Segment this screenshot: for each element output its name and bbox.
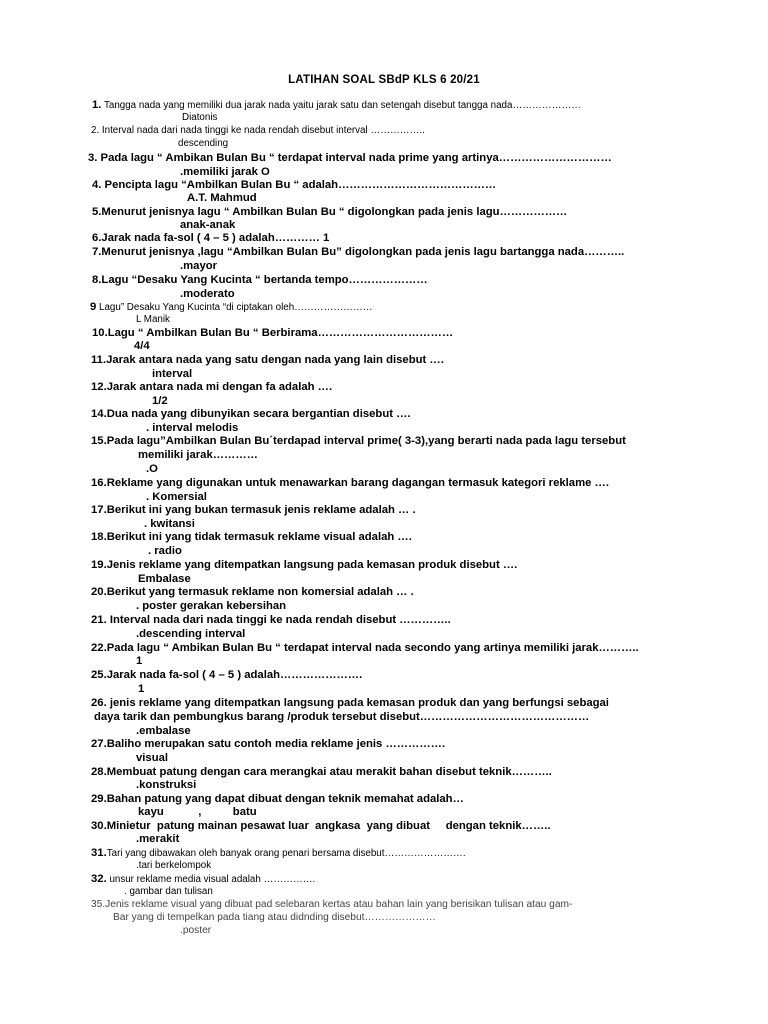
question-4 — [92, 178, 496, 192]
answer-31: .tari berkelompok — [136, 860, 212, 871]
answer-7: .mayor — [180, 260, 218, 272]
question-number: 12. — [91, 381, 107, 393]
question-17 — [91, 503, 416, 517]
question-12 — [91, 380, 332, 394]
question-text: Bahan patung yang dapat dibuat dengan teknik memahat adalah… — [106, 793, 464, 805]
question-number: 29. — [91, 793, 107, 805]
question-35 — [91, 898, 572, 912]
question-number: 20. — [91, 586, 107, 598]
question-number: 27. — [91, 738, 107, 750]
question-text: Interval nada dari nada tinggi ke nada rendah disebut interval …………….. — [99, 125, 425, 136]
question-text: Berikut ini yang tidak termasuk reklame visual adalah …. — [106, 531, 412, 543]
answer-26: .embalase — [136, 725, 191, 737]
answer-12: 1/2 — [152, 395, 168, 407]
question-number: 30. — [91, 820, 107, 832]
question-3 — [88, 151, 612, 165]
question-text: Lagu “Desaku Yang Kucinta “ bertanda tempo………………… — [101, 274, 428, 286]
question-27 — [91, 737, 445, 751]
question-number: 1. — [92, 99, 102, 111]
question-28 — [91, 765, 552, 779]
answer-9: L Manik — [136, 314, 170, 325]
question-20 — [91, 585, 414, 599]
question-35-continued: Bar yang di tempelkan pada tiang atau didnding disebut………………… — [113, 912, 436, 923]
question-text: unsur reklame media visual adalah ……………. — [106, 874, 316, 885]
question-number: 3. — [88, 152, 98, 164]
question-text: Pada lagu “ Ambikan Bulan Bu “ terdapat interval nada prime yang artinya………………………… — [97, 152, 612, 164]
question-text: Baliho merupakan satu contoh media reklame jenis ……………. — [106, 738, 446, 750]
question-text: Berikut ini yang bukan termasuk jenis reklame adalah … . — [106, 504, 416, 516]
question-10 — [92, 326, 453, 340]
question-text: jenis reklame yang ditempatkan langsung pada kemasan produk dan yang berfungsi sebagai — [106, 697, 609, 709]
question-26 — [91, 696, 609, 710]
question-number: 15. — [91, 435, 107, 447]
question-text: Berikut yang termasuk reklame non komersial adalah … . — [106, 586, 414, 598]
answer-3: .memiliki jarak O — [180, 166, 270, 178]
answer-20: . poster gerakan kebersihan — [136, 600, 287, 612]
question-number: 22. — [91, 642, 107, 654]
question-9 — [90, 300, 373, 315]
answer-32: . gambar dan tulisan — [124, 886, 213, 897]
question-19 — [91, 558, 517, 572]
question-number: 11. — [91, 354, 107, 366]
answer-14: . interval melodis — [146, 422, 239, 434]
answer-30: .merakit — [136, 833, 180, 845]
question-5 — [92, 205, 567, 219]
question-text: Jenis reklame visual yang dibuat pad selebaran kertas atau bahan lain yang berisikan tulisan atau gam- — [105, 899, 573, 910]
question-number: 7. — [92, 246, 102, 258]
question-text: Lagu” Desaku Yang Kucinta “di ciptakan oleh…………………… — [96, 302, 373, 313]
question-text: Jenis reklame yang ditempatkan langsung pada kemasan produk disebut …. — [106, 559, 518, 571]
question-text: Pada lagu”Ambilkan Bulan Bu´terdapad interval prime( 3-3),yang berarti nada pada lagu tersebut — [106, 435, 626, 447]
question-text: Tari yang dibawakan oleh banyak orang penari bersama disebut……………………. — [106, 848, 466, 859]
answer-25: 1 — [138, 683, 145, 695]
question-11 — [91, 353, 444, 367]
question-text: Interval nada dari nada tinggi ke nada rendah disebut ………….. — [106, 614, 451, 626]
question-number: 5. — [92, 206, 102, 218]
question-number: 6. — [92, 232, 102, 244]
answer-17: . kwitansi — [144, 518, 195, 530]
answer-29: kayu , batu — [138, 806, 257, 818]
question-number: 28. — [91, 766, 107, 778]
question-16 — [91, 476, 609, 490]
question-text: Pada lagu “ Ambikan Bulan Bu “ terdapat interval nada secondo yang artinya memiliki jarak……….. — [106, 642, 639, 654]
question-6 — [92, 231, 329, 245]
answer-1: Diatonis — [182, 112, 218, 123]
question-21 — [91, 613, 451, 627]
question-number: 16. — [91, 477, 107, 489]
question-number: 17. — [91, 504, 107, 516]
question-text: Pencipta lagu “Ambilkan Bulan Bu “ adalah…………………………………… — [101, 179, 497, 191]
answer-5: anak-anak — [180, 219, 236, 231]
answer-10: 4/4 — [134, 340, 150, 352]
answer-11: interval — [152, 368, 193, 380]
answer-27: visual — [136, 752, 169, 764]
question-number: 8. — [92, 274, 102, 286]
answer-21: .descending interval — [136, 628, 246, 640]
question-number: 32. — [91, 873, 107, 885]
question-text: Reklame yang digunakan untuk menawarkan barang dagangan termasuk kategori reklame …. — [106, 477, 609, 489]
question-number: 35. — [91, 899, 106, 910]
answer-2: descending — [178, 138, 229, 149]
question-number: 21. — [91, 614, 107, 626]
question-2 — [91, 124, 425, 138]
answer-19: Embalase — [138, 573, 191, 585]
answer-15: .O — [146, 463, 158, 475]
question-30 — [91, 819, 551, 833]
question-text: Membuat patung dengan cara merangkai atau merakit bahan disebut teknik……….. — [106, 766, 552, 778]
question-18 — [91, 530, 412, 544]
page-title: LATIHAN SOAL SBdP KLS 6 20/21 — [288, 74, 480, 86]
question-text: Menurut jenisnya ,lagu “Ambilkan Bulan Bu” digolongkan pada jenis lagu bartangga nada……….. — [101, 246, 625, 258]
answer-22: 1 — [136, 655, 143, 667]
question-25 — [91, 668, 362, 682]
question-22 — [91, 641, 639, 655]
question-8 — [92, 273, 428, 287]
question-number: 2. — [91, 125, 100, 136]
question-number: 14. — [91, 408, 107, 420]
question-15-continued: memiliki jarak………… — [138, 449, 258, 461]
question-text: Minietur patung mainan pesawat luar angkasa yang dibuat dengan teknik…….. — [106, 820, 551, 832]
answer-4: A.T. Mahmud — [187, 192, 257, 204]
question-text: Menurut jenisnya lagu “ Ambilkan Bulan Bu “ digolongkan pada jenis lagu……………… — [101, 206, 568, 218]
question-text: Jarak antara nada yang satu dengan nada yang lain disebut …. — [106, 354, 444, 366]
answer-18: . radio — [148, 545, 182, 557]
question-text: Tangga nada yang memiliki dua jarak nada yaitu jarak satu dan setengah disebut tangga nada………………… — [101, 100, 582, 111]
question-text: Jarak antara nada mi dengan fa adalah …. — [106, 381, 333, 393]
question-number: 26. — [91, 697, 107, 709]
question-number: 10. — [92, 327, 108, 339]
question-number: 4. — [92, 179, 102, 191]
question-15 — [91, 434, 626, 448]
question-29 — [91, 792, 464, 806]
question-text: Jarak nada fa-sol ( 4 – 5 ) adalah…………………. — [106, 669, 363, 681]
question-text: Jarak nada fa-sol ( 4 – 5 ) adalah………… 1 — [101, 232, 330, 244]
question-number: 25. — [91, 669, 107, 681]
question-26-continued: daya tarik dan pembungkus barang /produk tersebut disebut……………………………………… — [94, 711, 590, 723]
answer-16: . Komersial — [146, 491, 207, 503]
answer-8: .moderato — [180, 288, 235, 300]
answer-28: .konstruksi — [136, 779, 197, 791]
question-number: 19. — [91, 559, 107, 571]
question-1 — [92, 98, 581, 113]
question-text: Lagu “ Ambilkan Bulan Bu “ Berbirama……………………………… — [107, 327, 454, 339]
question-14 — [91, 407, 411, 421]
question-text: Dua nada yang dibunyikan secara bergantian disebut …. — [106, 408, 411, 420]
question-number: 9 — [90, 301, 97, 313]
answer-35: .poster — [180, 925, 212, 936]
question-number: 18. — [91, 531, 107, 543]
question-7 — [92, 245, 624, 259]
question-number: 31. — [91, 847, 107, 859]
